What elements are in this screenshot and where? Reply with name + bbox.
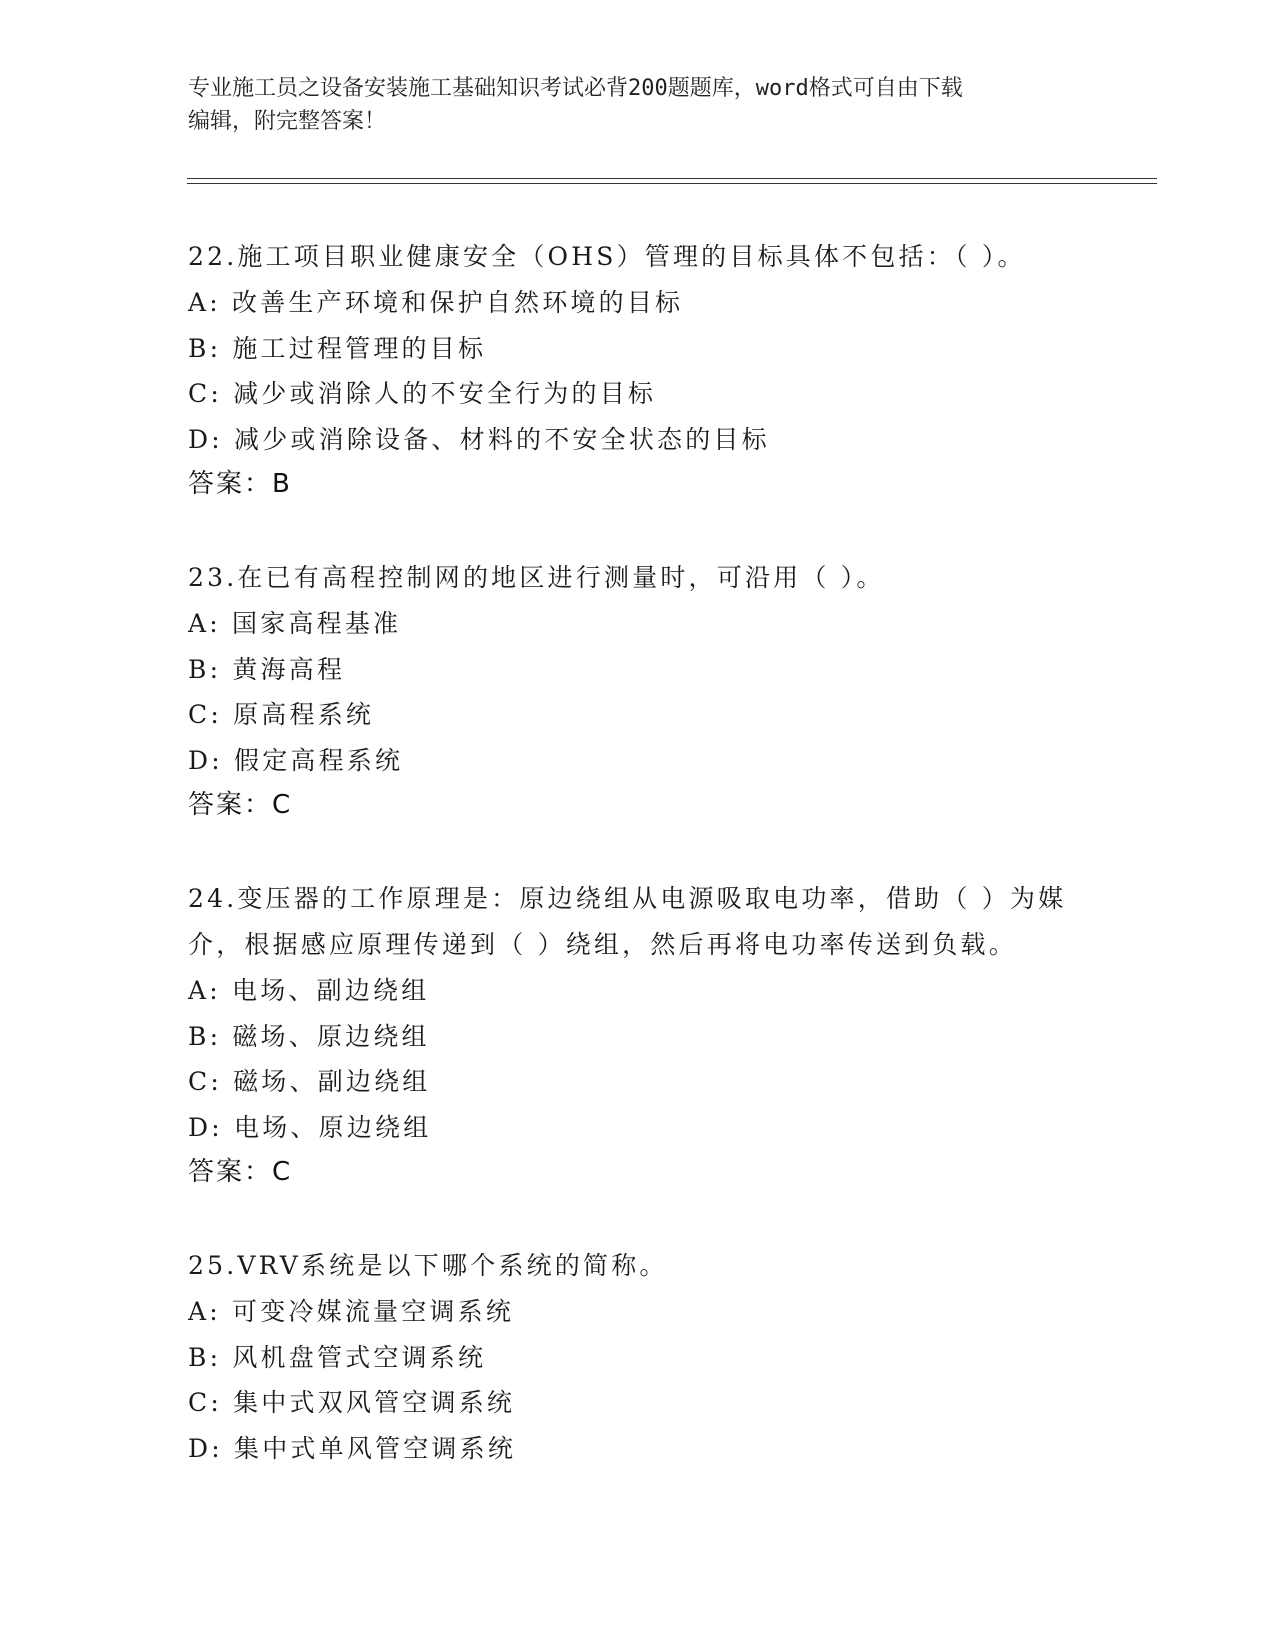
option-b: B: 黄海高程	[188, 654, 346, 684]
option-c: C: 原高程系统	[188, 700, 375, 729]
option-a: A: 改善生产环境和保护自然环境的目标	[188, 288, 684, 317]
option-c: C: 减少或消除人的不安全行为的目标	[188, 379, 657, 408]
option-d: D: 电场、原边绕组	[188, 1112, 432, 1142]
answer-line	[188, 1150, 1068, 1196]
option-c: C: 磁场、副边绕组	[188, 1067, 431, 1096]
option-c: C: 集中式双风管空调系统	[188, 1388, 516, 1417]
option-d: D: 集中式单风管空调系统	[188, 1433, 517, 1463]
question-title: 24.变压器的工作原理是：原边绕组从电源吸取电功率，借助（ ）为媒介，根据感应原理传递到（ ）绕组，然后再将电功率传送到负载。	[188, 884, 1067, 959]
answer-line	[188, 462, 1068, 508]
option-a: A: 电场、副边绕组	[188, 976, 430, 1005]
header-line-1: 专业施工员之设备安装施工基础知识考试必背200题题库，word格式可自由下载	[188, 76, 963, 101]
question-title: 23.在已有高程控制网的地区进行测量时，可沿用（ ）。	[188, 563, 885, 592]
option-a: A: 可变冷媒流量空调系统	[188, 1297, 515, 1326]
answer-line	[188, 783, 1068, 829]
option-a: A: 国家高程基准	[188, 609, 402, 638]
question-title: 25.VRV系统是以下哪个系统的简称。	[188, 1251, 668, 1280]
option-d: D: 减少或消除设备、材料的不安全状态的目标	[188, 424, 770, 454]
document-header	[188, 72, 1088, 138]
header-divider-bottom	[187, 183, 1157, 184]
question-23	[188, 555, 1068, 829]
answer-value: B	[272, 469, 291, 499]
question-22	[188, 234, 1068, 508]
option-b: B: 风机盘管式空调系统	[188, 1342, 487, 1372]
answer-label: 答案：	[188, 790, 273, 820]
answer-label: 答案：	[188, 1157, 273, 1187]
question-25	[188, 1243, 1068, 1471]
question-24	[188, 876, 1068, 1196]
header-line-2: 编辑，附完整答案！	[188, 109, 387, 134]
question-title: 22.施工项目职业健康安全（OHS）管理的目标具体不包括：（ ）。	[188, 242, 1026, 271]
answer-value: C	[272, 1157, 292, 1187]
answer-value: C	[272, 790, 292, 820]
header-divider-top	[187, 178, 1157, 179]
answer-label: 答案：	[188, 469, 273, 499]
option-b: B: 磁场、原边绕组	[188, 1021, 430, 1051]
option-b: B: 施工过程管理的目标	[188, 333, 487, 363]
option-d: D: 假定高程系统	[188, 745, 404, 775]
